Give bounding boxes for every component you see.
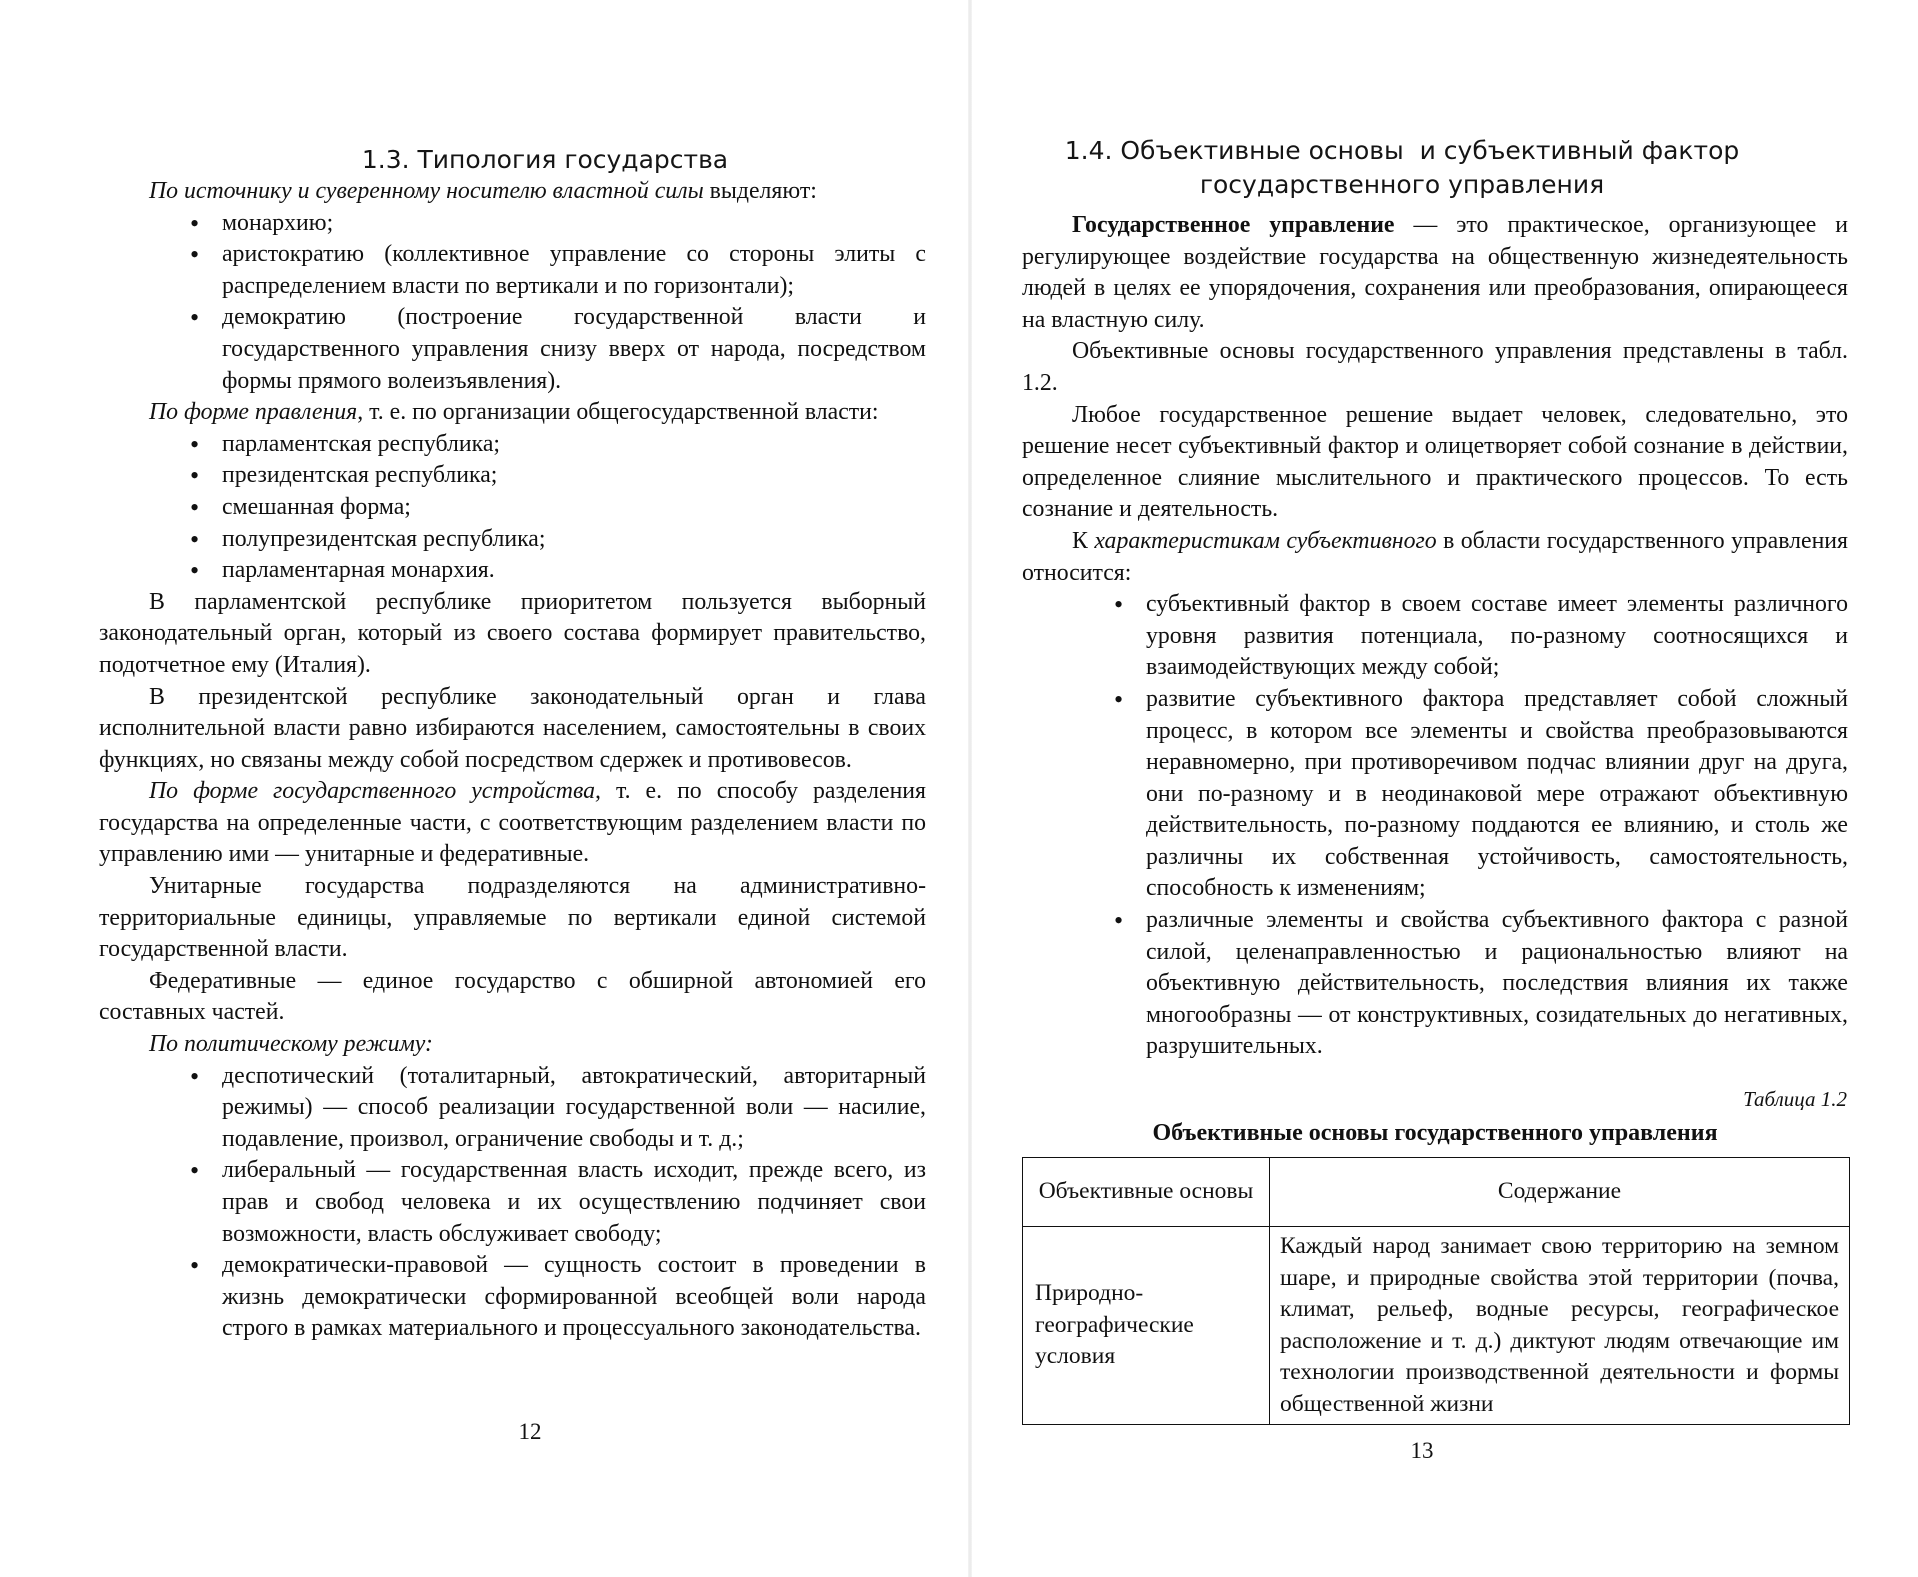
list-item: • развитие субъективного фактора представляет собой сложный процесс, в котором все элементы и свойства преобразовываются неравномерно, при противоречивом подчас влиянии друг на друга, они по-разному и в неодинаковой мере отражают объективную действительность, по-разному поддаются ее влиянию, и столь же различны их собственная устойчивость, самостоятельность, способность к изменениям; (1114, 684, 1848, 905)
paragraph-political-regime: По политическому режиму: (149, 1031, 433, 1058)
list-item: • демократически-правовой — сущность состоит в проведении в жизнь демократически сформированной всеобщей воли народа строго в рамках материального и процессуального законодательства. (190, 1250, 926, 1345)
list-item: • субъективный фактор в своем составе имеет элементы различного уровня развития потенциала, по-разному соотносящихся и взаимодействующих между собой; (1114, 589, 1848, 684)
paragraph-subjective-factor: Любое государственное решение выдает человек, следовательно, это решение несет субъективный фактор и олицетворяет собой сознание в действии, определенное слияние мыслительного и практического процессов. То есть сознание и деятельность. (1022, 401, 1848, 523)
table-cell: Природно-географические условия (1023, 1227, 1270, 1425)
table-header-cell: Содержание (1270, 1158, 1850, 1227)
paragraph-presidential: В президентской республике законодательный орган и глава исполнительной власти равно избираются населением, самостоятельны в своих функциях, но связаны между собой посредством сдержек и противовесов. (99, 683, 926, 773)
page-number: 12 (518, 1419, 542, 1444)
paragraph-sovereign-source: По источнику и суверенному носителю властной силы выделяют: (149, 178, 817, 204)
paragraph-state-structure: По форме государственного устройства, т. е. по способу разделения государства на определенные части, с соответствующим разделением власти по управлению ими — унитарные и федеративные. (99, 778, 926, 868)
left-page-text (99, 176, 926, 1345)
paragraph-federative: Федеративные — единое государство с обширной автономией его составных частей. (99, 967, 926, 1026)
list-item: • различные элементы и свойства субъективного фактора с разной силой, целенаправленностью и рациональностью влияют на объективную действительность, последствия влияния их также многообразны — от конструктивных, созидательных до негативных, разрушительных. (1114, 905, 1848, 1063)
table-header-cell: Объективные основы (1023, 1158, 1270, 1227)
list-political-regimes (190, 1061, 926, 1345)
paragraph-form-of-government: По форме правления, т. е. по организации общегосударственной власти: (149, 399, 879, 426)
objective-basis-table (1022, 1157, 1850, 1425)
table-title: Объективные основы государственного управления (1152, 1120, 1718, 1146)
table-label: Таблица 1.2 (1743, 1087, 1847, 1111)
table-header-row (1023, 1158, 1850, 1227)
table-cell: Каждый народ занимает свою территорию на земном шаре, и природные свойства этой территории (почва, климат, рельеф, водные ресурсы, географическое расположение и т. д.) диктуют людям отвечающие им технологии производственной деятельности и формы общественной жизни (1270, 1227, 1850, 1425)
section-heading-1-4: 1.4. Объективные основы и субъективный фактор государственного управления (1064, 136, 1740, 199)
list-government-forms (190, 429, 926, 587)
paragraph-unitary: Унитарные государства подразделяются на административно-территориальные единицы, управляемые по вертикали единой системой государственной власти. (99, 873, 926, 963)
page-number: 13 (1410, 1438, 1434, 1463)
right-page (972, 0, 1918, 1577)
paragraph-definition: Государственное управление — это практическое, организующее и регулирующее воздействие государства на общественную жизнедеятельность людей в целях ее упорядочения, сохранения или преобразования, опирающееся на властную силу. (1022, 212, 1848, 333)
list-item: • деспотический (тоталитарный, автократический, авторитарный режимы) — способ реализации государственной воли — насилие, подавление, произвол, ограничение свободы и т. д.; (190, 1061, 926, 1156)
list-item: • монархию; (190, 208, 926, 240)
paragraph-parliamentary: В парламентской республике приоритетом пользуется выборный законодательный орган, который из своего состава формирует правительство, подотчетное ему (Италия). (99, 588, 926, 678)
list-item: • либеральный — государственная власть исходит, прежде всего, из прав и свобод человека и их осуществлению подчиняет свои возможности, власть обслуживает свободу; (190, 1155, 926, 1250)
list-item: • аристократию (коллективное управление со стороны элиты с распределением власти по вертикали и по горизонтали); (190, 239, 926, 302)
list-item: • президентская республика; (190, 460, 926, 492)
list-item: • парламентская республика; (190, 429, 926, 461)
list-item: • демократию (построение государственной власти и государственного управления снизу вверх от народа, посредством формы прямого волеизъявления). (190, 302, 926, 397)
list-item: • парламентарная монархия. (190, 555, 926, 587)
paragraph-characteristics: К характеристикам субъективного в области государственного управления относится: (1022, 527, 1848, 586)
section-heading-1-3: 1.3. Типология государства (361, 145, 729, 174)
right-page-text (1022, 210, 1848, 1063)
paragraph-table-reference: Объективные основы государственного управления представлены в табл. 1.2. (1022, 338, 1848, 396)
list-sovereign-forms (190, 208, 926, 398)
list-item: • полупрезидентская республика; (190, 524, 926, 556)
list-subjective-characteristics (1114, 589, 1848, 1063)
list-item: • смешанная форма; (190, 492, 926, 524)
table-row (1023, 1227, 1850, 1425)
